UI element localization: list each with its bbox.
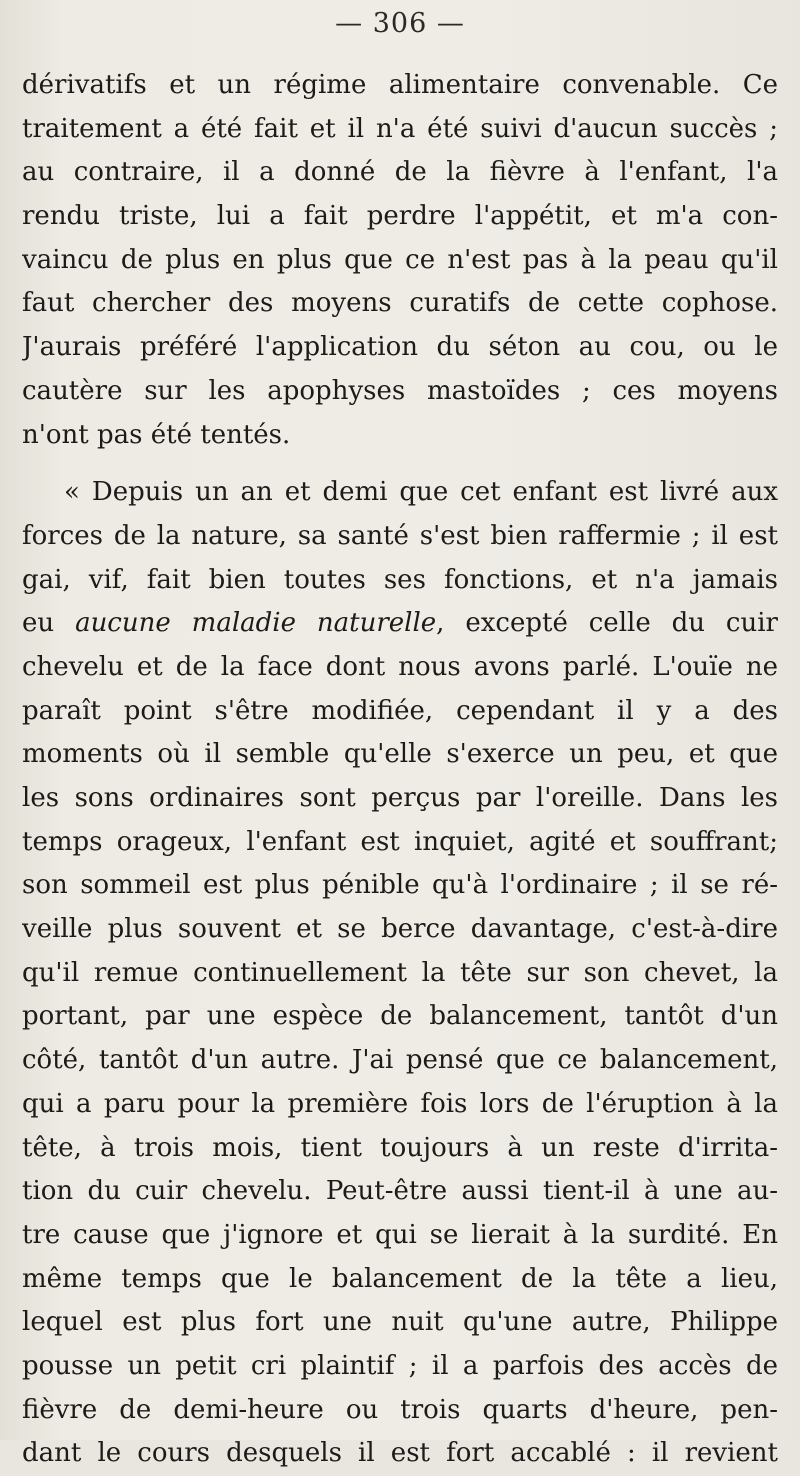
- text-line: chevelu et de la face dont nous avons parlé. L'ouïe ne: [22, 651, 778, 682]
- text-line: forces de la nature, sa santé s'est bien raffermie ; il est: [22, 520, 778, 551]
- text-line: même temps que le balancement de la tête a lieu,: [22, 1263, 778, 1294]
- body-text: [22, 64, 778, 1476]
- paragraph-2: [22, 471, 778, 1476]
- text-line: dant le cours desquels il est fort accablé : il revient: [22, 1438, 778, 1469]
- text-line: traitement a été fait et il n'a été suivi d'aucun succès ;: [22, 113, 778, 144]
- text-line: fièvre de demi-heure ou trois quarts d'heure, pen-: [22, 1394, 778, 1425]
- text-line: dérivatifs et un régime alimentaire convenable. Ce: [22, 70, 778, 100]
- text-line: portant, par une espèce de balancement, tantôt d'un: [22, 1001, 778, 1032]
- italic-phrase: aucune maladie naturelle: [75, 608, 437, 639]
- text-line: « Depuis un an et demi que cet enfant est livré aux: [64, 477, 778, 508]
- paragraph-spacer: [22, 457, 778, 471]
- text-line: faut chercher des moyens curatifs de cette cophose.: [22, 288, 778, 319]
- text-line: qu'il remue continuellement la tête sur son chevet, la: [22, 957, 778, 988]
- text-segment: , excepté celle du cuir: [436, 608, 778, 639]
- text-line: lequel est plus fort une nuit qu'une autre, Philippe: [22, 1307, 778, 1338]
- text-line: J'aurais préféré l'application du séton au cou, ou le: [22, 332, 778, 363]
- text-line: vaincu de plus en plus que ce n'est pas à la peau qu'il: [22, 244, 778, 275]
- text-line: temps orageux, l'enfant est inquiet, agité et souffrant;: [22, 826, 778, 857]
- text-line-with-italic: [22, 602, 778, 646]
- text-line: paraît point s'être modifiée, cependant il y a des: [22, 695, 778, 726]
- text-line: côté, tantôt d'un autre. J'ai pensé que ce balancement,: [22, 1045, 778, 1076]
- text-line: gai, vif, fait bien toutes ses fonctions, et n'a jamais: [22, 564, 778, 595]
- page-number: — 306 —: [335, 8, 465, 39]
- text-line: moments où il semble qu'elle s'exerce un peu, et que: [22, 739, 778, 770]
- text-line: pousse un petit cri plaintif ; il a parfois des accès de: [22, 1350, 778, 1381]
- text-line: tre cause que j'ignore et qui se lierait à la surdité. En: [22, 1219, 778, 1250]
- text-segment: eu: [22, 608, 76, 639]
- text-line: n'ont pas été tentés.: [22, 419, 291, 450]
- text-line: tion du cuir chevelu. Peut-être aussi tient-il à une au-: [22, 1176, 778, 1207]
- text-line: au contraire, il a donné de la fièvre à l'enfant, l'a: [22, 157, 778, 188]
- paragraph-1: [22, 64, 778, 457]
- text-line: rendu triste, lui a fait perdre l'appétit, et m'a con-: [22, 201, 778, 232]
- text-line: cautère sur les apophyses mastoïdes ; ces moyens: [22, 375, 778, 406]
- text-line: tête, à trois mois, tient toujours à un reste d'irrita-: [22, 1132, 778, 1163]
- text-line: les sons ordinaires sont perçus par l'oreille. Dans les: [22, 783, 778, 813]
- text-line: son sommeil est plus pénible qu'à l'ordinaire ; il se ré-: [22, 870, 778, 901]
- text-line: veille plus souvent et se berce davantage, c'est-à-dire: [22, 914, 778, 945]
- text-line: qui a paru pour la première fois lors de l'éruption à la: [22, 1088, 778, 1119]
